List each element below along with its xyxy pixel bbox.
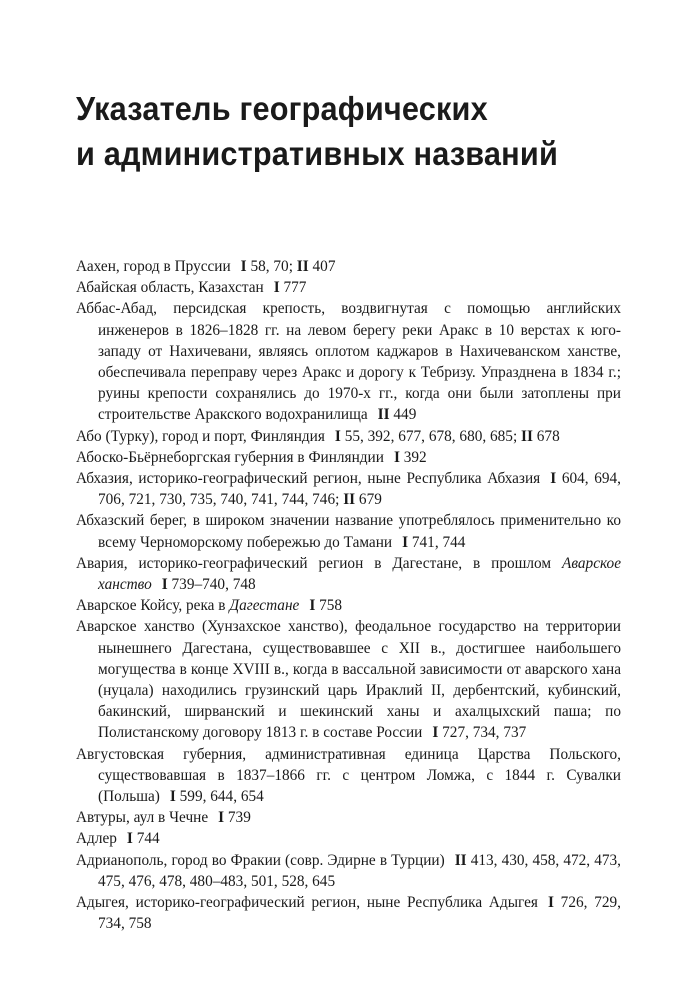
index-entry	[76, 426, 621, 447]
index-entries	[76, 256, 621, 935]
index-entry	[76, 447, 621, 468]
entry-description: Адыгея, историко-географический регион, ныне Республика Адыгея	[76, 894, 538, 912]
index-entry	[76, 744, 621, 808]
entry-page-ref: I 744	[126, 830, 160, 848]
entry-page-ref: I 758	[309, 597, 343, 615]
entry-page-ref: I 741, 744	[402, 533, 466, 551]
index-entry	[76, 553, 621, 595]
entry-page-ref: I 739–740, 748	[161, 576, 256, 594]
entry-page-ref: I 726, 729, 734, 758	[98, 894, 621, 933]
index-entry	[76, 256, 621, 277]
entry-description: Аббас-Абад, персидская крепость, воздвигнутая с помощью английских инженеров в 1826–1828 гг. на левом берегу реки Аракс в 10 верстах к юго-западу от Нахичевани, являясь оплотом каджаров в Нахичеванском ханстве, обеспечивала переправу через Аракс и дорогу к Тебризу. Упразднена в 1834 г.; руины крепости сохранялись до 1970-х гг., когда они были затоплены при строительстве Аракского водохранилища	[76, 300, 621, 424]
entry-cross-reference: Дагестане	[229, 597, 300, 615]
index-entry	[76, 595, 621, 616]
entry-description: Абоско-Бьёрнеборгская губерния в Финляндии	[76, 448, 384, 466]
entry-page-ref: II 449	[377, 406, 417, 424]
entry-page-ref: I 55, 392, 677, 678, 680, 685; II 678	[334, 427, 560, 445]
index-entry	[76, 277, 621, 298]
entry-cross-reference: Аварское ханство	[98, 554, 621, 594]
entry-page-ref: I 58, 70; II 407	[240, 258, 336, 275]
page-title	[76, 86, 597, 176]
entry-page-ref: I 727, 734, 737	[432, 724, 527, 742]
entry-page-ref: I 739	[218, 809, 251, 827]
entry-description: Автуры, аул в Чечне	[76, 809, 209, 827]
entry-page-ref: I 392	[393, 448, 427, 466]
page-title-line-2: и административных названий	[76, 135, 559, 172]
entry-description: Августовская губерния, административная единица Царства Польского, существовавшая в 1837–1866 гг. с центром Ломжа, с 1844 г. Сувалки (Польша)	[76, 745, 621, 806]
entry-page-ref: I 604, 694, 706, 721, 730, 735, 740, 741, 744, 746; II 679	[98, 470, 621, 509]
index-entry	[76, 828, 621, 849]
entry-page-ref: I 777	[273, 279, 307, 297]
page-title-line-1: Указатель географических	[76, 90, 488, 127]
entry-page-ref: I 599, 644, 654	[169, 788, 264, 806]
index-entry	[76, 468, 621, 510]
entry-description: Абайская область, Казахстан	[76, 279, 264, 297]
index-entry	[76, 807, 621, 828]
entry-description: Авария, историко-географический регион в Дагестане, в прошлом	[76, 554, 552, 572]
index-entry	[76, 850, 621, 892]
entry-description: Аахен, город в Пруссии	[76, 258, 231, 275]
index-entry	[76, 510, 621, 552]
entry-description: Абхазский берег, в широком значении название употреблялось применительно ко всему Черноморскому побережью до Тамани	[76, 512, 621, 551]
entry-page-ref: II 413, 430, 458, 472, 473, 475, 476, 478, 480–483, 501, 528, 645	[98, 851, 621, 890]
index-entry	[76, 616, 621, 743]
entry-description: Адрианополь, город во Фракии (совр. Эдирне в Турции)	[76, 851, 445, 869]
entry-description: Або (Турку), город и порт, Финляндия	[76, 427, 325, 445]
entry-description: Абхазия, историко-географический регион, ныне Республика Абхазия	[76, 470, 541, 488]
index-entry	[76, 892, 621, 934]
entry-description: Аварское Койсу, река в	[76, 597, 226, 615]
index-entry	[76, 298, 621, 425]
entry-description: Адлер	[76, 830, 117, 848]
entry-description: Аварское ханство (Хунзахское ханство), феодальное государство на территории нынешнего Дагестана, существовавшее с XII в., достигшее наибольшего могущества в конце XVIII в., когда в вассальной зависимости от аварского хана (нуцала) находились грузинский царь Ираклий II, дербентский, кубинский, бакинский, ширванский и шекинский ханы и ахалцыхский паша; по Полистанскому договору 1813 г. в составе России	[76, 618, 621, 742]
